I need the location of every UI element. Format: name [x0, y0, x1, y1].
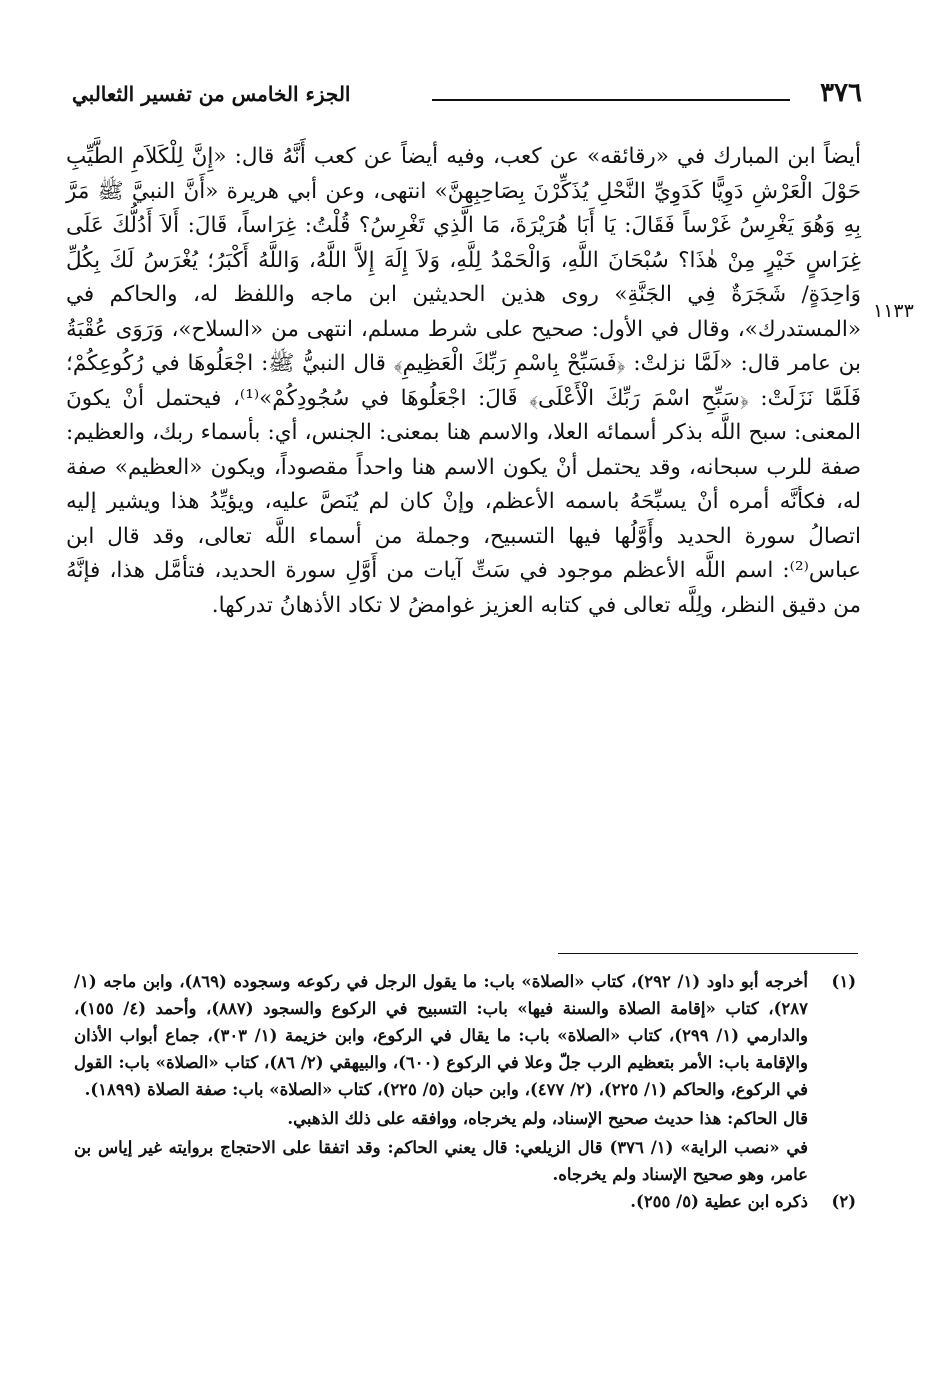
footnote-text: أخرجه أبو داود (١/ ٢٩٢)، كتاب «الصلاة» باب: ما يقول الرجل في ركوعه وسجوده (٨٦٩)، وابن ماجه (١/ ٢٨٧)، كتاب «إقامة الصلاة والسنة فيها» باب: التسبيح في الركوع والسجود (٨٨٧)، وأحمد (٤/ ١٥٥)، والدارمي (١/ ٢٩٩)، كتاب «الصلاة» باب: ما يقال في الركوع، وابن خزيمة (١/ ٣٠٣)، جماع أبواب الأذان والإقامة باب: الأمر بتعظيم الرب جلّ وعلا في الركوع (٦٠٠)، والبيهقي (٢/ ٨٦)، كتاب «الصلاة» باب: القول في الركوع، والحاكم (١/ ٢٢٥)، (٢/ ٤٧٧)، وابن حبان (٥/ ٢٢٥)، كتاب «الصلاة» باب: صفة الصلاة (١٨٩٩). — [74, 972, 808, 1099]
footnote-zaylai-note: في «نصب الراية» (١/ ٣٧٦) قال الزيلعي: قال يعني الحاكم: وقد اتفقا على الاحتجاج بروايته غير إياس بن عامر، وهو صحيح الإسناد ولم يخرجاه. — [74, 1138, 808, 1184]
footnote-number: (١) — [831, 972, 856, 991]
main-text — [66, 140, 861, 623]
main-paragraph: أيضاً ابن المبارك في «رقائقه» عن كعب، وفيه أيضاً عن كعب أَنَّهُ قال: «إِنَّ لِلْكَلاَمِ الطَّيِّبِ حَوْلَ الْعَرْشِ دَوِيًّا كَدَوِيِّ النَّحْلِ يُذَكِّرْنَ بِصَاحِبِهِنَّ» انتهى، وعن أبي هريرة «أَنَّ النبيَّ ﷺ مَرَّ بِهِ وَهُوَ يَغْرِسُ غَرْساً فَقَالَ: يَا أَبَا هُرَيْرَةَ، مَا الَّذِي تَغْرِسُ؟ قُلْتُ: غِرَاساً، قَالَ: أَلاَ أَدُلُّكَ عَلَى غِرَاسٍ خَيْرٍ مِنْ هٰذَا؟ سُبْحَانَ اللَّهِ، وَالْحَمْدُ لِلَّهِ، وَلاَ إِلَهَ إِلاَّ اللَّهُ، وَاللَّهُ أَكْبَرُ؛ يُغْرَسُ لَكَ بِكُلِّ وَاحِدَةٍ/ شَجَرَةٌ فِي الجَنَّةِ» روى هذين الحديثين ابن ماجه واللفظ له، والحاكم في «المستدرك»، وقال في الأول: صحيح على شرط مسلم، انتهى من «السلاح»، وَرَوَى عُقْبَةُ بن عامر قال: «لَمَّا نزلتْ: ﴿فَسَبِّحْ بِاسْمِ رَبِّكَ الْعَظِيمِ﴾ قال النبيُّ ﷺ: اجْعَلُوهَا في رُكُوعِكُمْ؛ فَلَمَّا نَزَلَتْ: ﴿سَبِّحِ اسْمَ رَبِّكَ الْأَعْلَى﴾ قَالَ: اجْعَلُوهَا في سُجُودِكُمْ»⁽¹⁾، فيحتمل أنْ يكونَ المعنى: سبح اللَّه بذكر أسمائه العلا، والاسم هنا بمعنى: الجنس، أي: بأسماء ربك، والعظيم: صفة للرب سبحانه، وقد يحتمل أنْ يكون الاسم هنا واحداً مقصوداً، ويكون «العظيم» صفة له، فكأنَّه أمره أنْ يسبِّحَهُ باسمه الأعظم، وإنْ كان لم يُنَصَّ عليه، ويؤيِّدُ هذا ويشير إليه اتصالُ سورة الحديد وأَوَّلُها فيها التسبيح، وجملة من أسماء اللَّه تعالى، وقد قال ابن عباس⁽²⁾: اسم اللَّه الأعظم موجود في سَتِّ آيات من أَوَّلِ سورة الحديد، فتأمَّل هذا، فإنَّهُ من دقيق النظر، ولِلَّه تعالى في كتابه العزيز غوامضُ لا تكاد الأذهانُ تدركها. — [66, 144, 861, 618]
footnote-separator — [558, 953, 858, 954]
page-header — [72, 78, 862, 118]
margin-reference: ١١٣٣ — [873, 300, 914, 322]
footnote-2 — [74, 1188, 856, 1215]
header-rule — [432, 99, 790, 101]
footnotes — [74, 968, 856, 1215]
footnote-text: ذكره ابن عطية (٥/ ٢٥٥). — [630, 1192, 808, 1211]
footnote-hakim-note: قال الحاكم: هذا حديث صحيح الإسناد، ولم يخرجاه، ووافقه على ذلك الذهبي. — [287, 1109, 808, 1128]
running-title: الجزء الخامس من تفسير الثعالبي — [72, 82, 351, 106]
footnote-1 — [74, 968, 856, 1188]
page-number: ٣٧٦ — [820, 78, 862, 108]
footnote-number: (٢) — [831, 1192, 856, 1211]
